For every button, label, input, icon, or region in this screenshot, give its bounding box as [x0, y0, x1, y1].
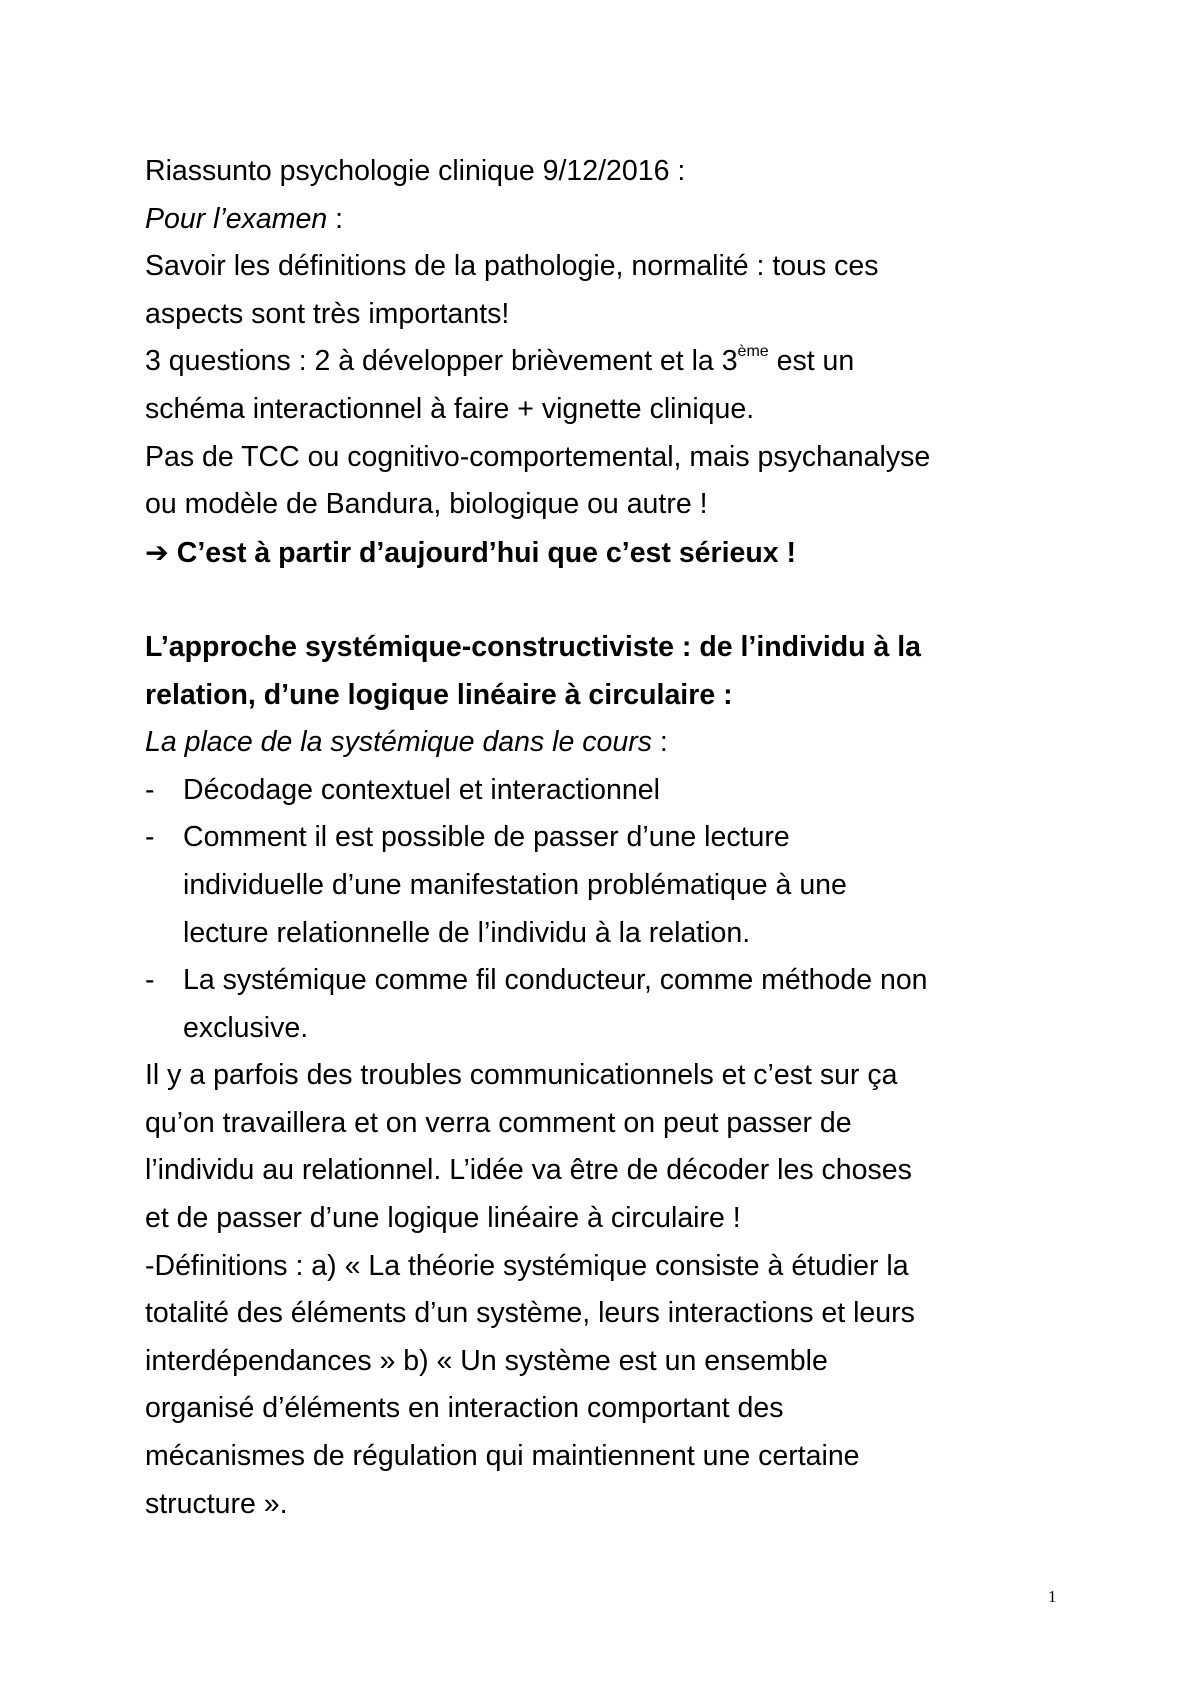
section-heading-line: relation, d’une logique linéaire à circulaire : [145, 678, 733, 711]
definition-line: -Définitions : a) « La théorie systémique consiste à étudier la [145, 1249, 909, 1282]
definition-line: totalité des éléments d’un système, leurs interactions et leurs [145, 1297, 915, 1330]
bullet-dash: - [145, 821, 155, 854]
document-title: Riassunto psychologie clinique 9/12/2016 : [145, 155, 686, 187]
exam-text-line: Savoir les définitions de la pathologie, normalité : tous ces [145, 250, 879, 283]
exam-text-line: aspects sont très importants! [145, 297, 510, 330]
bullet-dash: - [145, 964, 155, 997]
bullet-dash: - [145, 773, 155, 806]
exam-questions-text: 3 questions : 2 à développer brièvement et la 3 [145, 345, 738, 378]
exam-heading-italic: Pour l’examen [145, 202, 328, 235]
page-number: 1 [1048, 1587, 1057, 1606]
list-item-text: Comment il est possible de passer d’une lecture [183, 821, 790, 854]
exam-text-line: schéma interactionnel à faire + vignette clinique. [145, 392, 755, 425]
exam-heading [145, 196, 1075, 244]
definition-line: interdépendances » b) « Un système est un ensemble [145, 1344, 828, 1377]
list-item-continuation: exclusive. [183, 1011, 309, 1044]
section-heading-line: L’approche systémique-constructiviste : de l’individu à la [145, 630, 922, 663]
superscript-eme: ème [737, 342, 769, 360]
definition-line: structure ». [145, 1487, 288, 1520]
emphasis-line [145, 529, 1075, 577]
paragraph-line: qu’on travaillera et on verra comment on peut passer de [145, 1106, 852, 1139]
exam-heading-colon: : [327, 202, 344, 235]
list-item-text: La systémique comme fil conducteur, comme méthode non [183, 964, 928, 997]
arrow-icon: ➔ [145, 535, 169, 569]
subheading-colon: : [651, 726, 668, 759]
exam-questions-text-end: est un [768, 345, 855, 378]
list-item-continuation: lecture relationnelle de l’individu à la relation. [183, 916, 751, 949]
subheading [145, 719, 1075, 767]
paragraph-line: Il y a parfois des troubles communicationnels et c’est sur ça [145, 1059, 898, 1092]
list-item [145, 957, 1075, 1005]
document-body [145, 148, 1075, 1528]
paragraph-line: l’individu au relationnel. L’idée va être de décoder les choses [145, 1154, 912, 1187]
blank-line [145, 576, 1075, 624]
exam-text-line: Pas de TCC ou cognitivo-comportemental, mais psychanalyse [145, 440, 931, 473]
list-item-continuation: individuelle d’une manifestation problématique à une [183, 868, 847, 901]
exam-questions-line [145, 338, 1075, 386]
list-item-text: Décodage contextuel et interactionnel [183, 773, 660, 806]
subheading-italic: La place de la systémique dans le cours [145, 726, 652, 759]
exam-text-line: ou modèle de Bandura, biologique ou autre ! [145, 488, 708, 521]
definition-line: organisé d’éléments en interaction comportant des [145, 1392, 784, 1425]
paragraph-line: et de passer d’une logique linéaire à circulaire ! [145, 1202, 741, 1235]
list-item [145, 767, 1075, 815]
emphasis-text: C’est à partir d’aujourd’hui que c’est sérieux ! [168, 536, 797, 569]
definition-line: mécanismes de régulation qui maintiennent une certaine [145, 1440, 860, 1473]
list-item [145, 814, 1075, 862]
